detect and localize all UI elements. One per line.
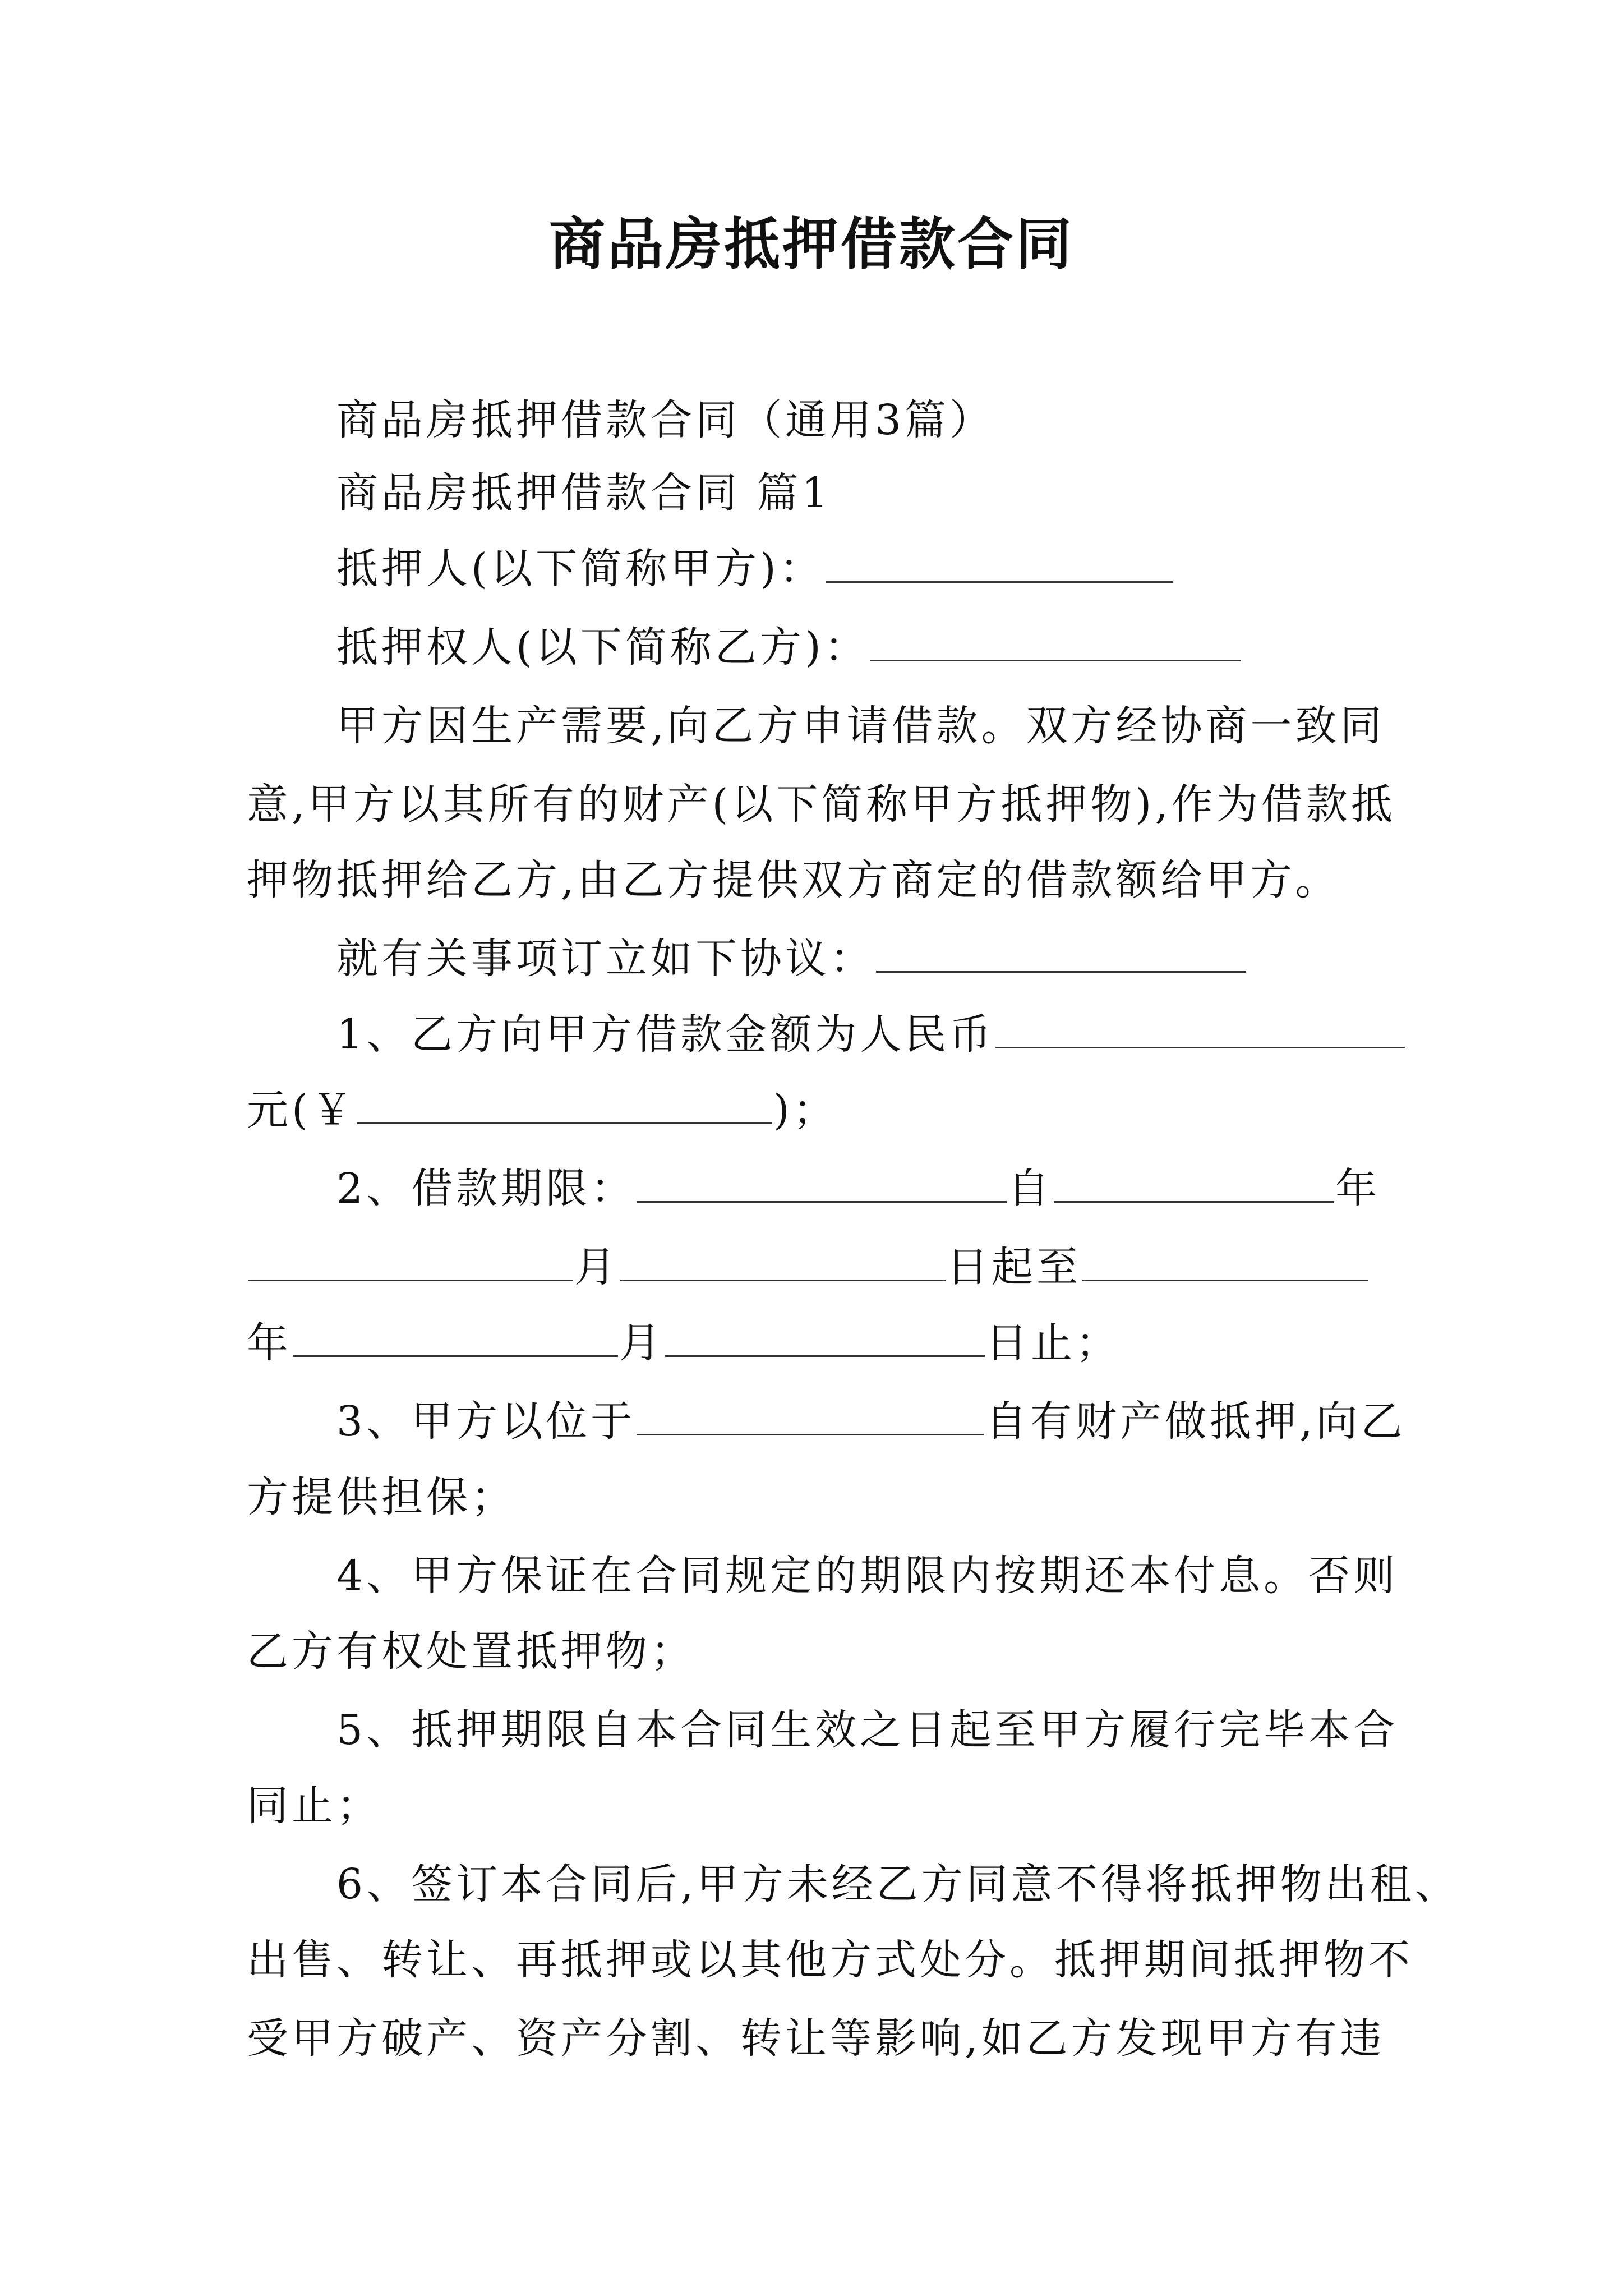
- start-month-blank[interactable]: [248, 1243, 573, 1281]
- paragraph-line: 出售、转让、再抵押或以其他方式处分。抵押期间抵押物不: [247, 1936, 1413, 1984]
- paragraph-line: 押物抵押给乙方,由乙方提供双方商定的借款额给甲方。: [247, 856, 1340, 904]
- paragraph-line: 4、甲方保证在合同规定的期限内按期还本付息。否则: [336, 1552, 1399, 1600]
- agreement-blank[interactable]: [876, 934, 1246, 973]
- clause-2-dates-line: [247, 1234, 1391, 1294]
- day-to-label: 日起至: [947, 1243, 1081, 1291]
- end-month-blank[interactable]: [293, 1318, 618, 1357]
- clause-2-text: 2、借款期限：: [336, 1165, 636, 1213]
- location-blank[interactable]: [637, 1397, 984, 1435]
- paragraph-line: 意,甲方以其所有的财产(以下简称甲方抵押物),作为借款抵: [247, 780, 1396, 829]
- clause-3-rest: 自有财产做抵押,向乙: [985, 1397, 1406, 1446]
- paragraph-line: 5、抵押期限自本合同生效之日起至甲方履行完毕本合: [336, 1706, 1399, 1754]
- paragraph-line: 6、签订本合同后,甲方未经乙方同意不得将抵押物出租、: [336, 1860, 1460, 1908]
- amount-figure-blank[interactable]: [357, 1085, 772, 1124]
- start-year-blank[interactable]: [1054, 1164, 1334, 1203]
- end-year-label: 年: [247, 1319, 292, 1367]
- paragraph-line: 方提供担保；: [247, 1473, 516, 1521]
- agreement-line: [336, 926, 1481, 985]
- amount-blank[interactable]: [995, 1010, 1405, 1048]
- start-day-blank[interactable]: [620, 1243, 946, 1281]
- currency-close: )；: [773, 1086, 838, 1134]
- mortgagor-line: [336, 536, 1481, 595]
- mortgagee-line: [336, 614, 1481, 674]
- subtitle: 商品房抵押借款合同（通用3篇）: [336, 396, 995, 444]
- clause-1-line: [336, 1001, 1481, 1061]
- mortgagee-label: 抵押权人(以下简称乙方)：: [336, 623, 869, 671]
- end-day-label: 日止；: [986, 1319, 1121, 1367]
- paragraph-line: 同止；: [247, 1782, 381, 1830]
- mortgagee-blank[interactable]: [870, 623, 1241, 661]
- clause-2-end-line: [247, 1310, 1391, 1369]
- section-heading: 商品房抵押借款合同 篇1: [336, 469, 832, 517]
- term-blank[interactable]: [637, 1164, 1007, 1203]
- clause-3-text: 3、甲方以位于: [336, 1397, 636, 1446]
- clause-1-currency-line: [247, 1077, 1391, 1137]
- clause-3-line: [336, 1388, 1481, 1448]
- paragraph-line: 乙方有权处置抵押物；: [247, 1627, 695, 1676]
- end-month-label: 月: [619, 1319, 664, 1367]
- clause-1-text: 1、乙方向甲方借款金额为人民币: [336, 1010, 995, 1059]
- mortgagor-label: 抵押人(以下简称甲方)：: [336, 545, 824, 593]
- end-day-blank[interactable]: [665, 1318, 985, 1357]
- document-title: 商品房抵押借款合同: [549, 211, 1074, 277]
- agreement-label: 就有关事项订立如下协议：: [336, 935, 875, 983]
- mortgagor-blank[interactable]: [826, 544, 1173, 583]
- paragraph-line: 甲方因生产需要,向乙方申请借款。双方经协商一致同: [336, 702, 1385, 750]
- year-label: 年: [1335, 1165, 1381, 1213]
- currency-open: 元(￥: [247, 1086, 356, 1134]
- month-label: 月: [574, 1243, 619, 1291]
- end-year-blank[interactable]: [1082, 1243, 1368, 1281]
- from-label: 自: [1008, 1165, 1053, 1213]
- clause-2-line: [336, 1156, 1481, 1215]
- paragraph-line: 受甲方破产、资产分割、转让等影响,如乙方发现甲方有违: [247, 2014, 1385, 2063]
